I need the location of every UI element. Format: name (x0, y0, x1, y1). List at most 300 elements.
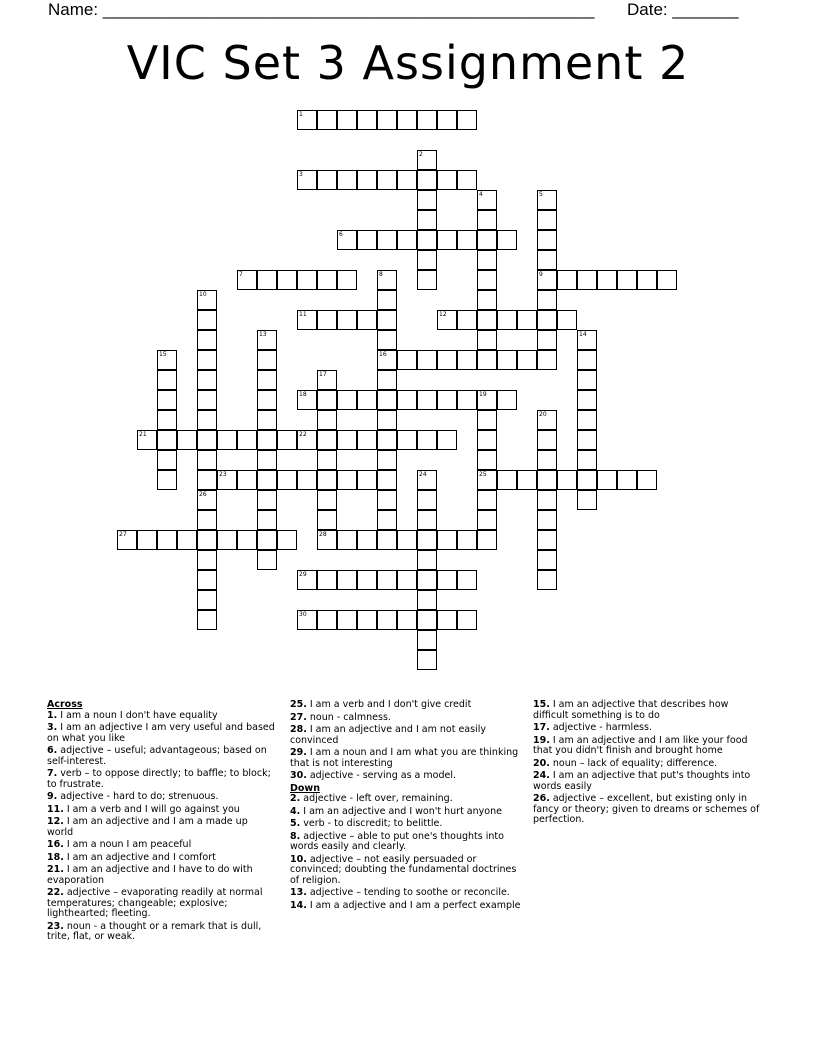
down-clue (533, 759, 765, 770)
grid-cell[interactable] (257, 390, 277, 410)
grid-cell[interactable] (477, 430, 497, 450)
across-clue (290, 748, 522, 769)
grid-cell[interactable] (417, 270, 437, 290)
clue-number: 2. (290, 793, 301, 804)
grid-cell[interactable] (437, 430, 457, 450)
grid-cell[interactable] (437, 610, 457, 630)
grid-cell[interactable] (477, 290, 497, 310)
clue-number: 12. (47, 816, 64, 827)
grid-cell[interactable] (457, 530, 477, 550)
grid-cell[interactable] (157, 470, 177, 490)
grid-cell[interactable] (457, 110, 477, 130)
grid-cell[interactable] (417, 630, 437, 650)
grid-cell[interactable] (637, 270, 657, 290)
grid-cell[interactable] (457, 310, 477, 330)
down-clue (533, 700, 765, 721)
grid-cell[interactable] (537, 450, 557, 470)
grid-cell[interactable] (437, 530, 457, 550)
grid-cell[interactable] (197, 290, 217, 310)
grid-cell[interactable] (417, 590, 437, 610)
grid-cell[interactable] (457, 350, 477, 370)
grid-cell[interactable] (397, 170, 417, 190)
grid-cell[interactable] (537, 490, 557, 510)
clue-number: 6. (47, 745, 58, 756)
grid-cell[interactable] (197, 370, 217, 390)
clue-number: 1. (47, 709, 58, 721)
grid-cell[interactable] (157, 430, 177, 450)
grid-cell[interactable] (277, 270, 297, 290)
grid-cell[interactable] (377, 170, 397, 190)
grid-cell[interactable] (497, 230, 517, 250)
grid-cell[interactable] (437, 570, 457, 590)
grid-cell[interactable] (197, 530, 217, 550)
grid-cell[interactable] (437, 350, 457, 370)
grid-cell[interactable] (417, 490, 437, 510)
across-clue (290, 713, 522, 724)
clue-number: 10 (199, 291, 207, 298)
clue-text: adjective - serving as a model. (306, 770, 456, 781)
grid-cell[interactable] (377, 450, 397, 470)
across-clue (47, 805, 275, 816)
clue-number: 24. (533, 770, 550, 781)
grid-cell[interactable] (377, 570, 397, 590)
grid-cell[interactable] (297, 430, 317, 450)
clue-text: I am an adjective and I am a made up world (47, 816, 248, 838)
grid-cell[interactable] (237, 530, 257, 550)
grid-cell[interactable] (317, 270, 337, 290)
grid-cell[interactable] (537, 310, 557, 330)
grid-cell[interactable] (377, 290, 397, 310)
clue-text: I am a verb and I will go against you (63, 803, 240, 815)
down-clue (533, 736, 765, 757)
grid-cell[interactable] (297, 110, 317, 130)
grid-cell[interactable] (297, 470, 317, 490)
grid-cell[interactable] (377, 490, 397, 510)
grid-cell[interactable] (417, 390, 437, 410)
grid-cell[interactable] (397, 230, 417, 250)
clue-number: 28. (290, 724, 307, 735)
grid-cell[interactable] (577, 490, 597, 510)
grid-cell[interactable] (537, 270, 557, 290)
grid-cell[interactable] (517, 350, 537, 370)
grid-cell[interactable] (157, 390, 177, 410)
grid-cell[interactable] (337, 270, 357, 290)
grid-cell[interactable] (537, 330, 557, 350)
clue-number: 4 (479, 191, 483, 198)
grid-cell[interactable] (377, 390, 397, 410)
clue-number: 3. (47, 722, 58, 733)
grid-cell[interactable] (477, 190, 497, 210)
grid-cell[interactable] (317, 490, 337, 510)
grid-cell[interactable] (257, 470, 277, 490)
grid-cell[interactable] (417, 230, 437, 250)
down-clue (290, 832, 522, 853)
clue-number: 13. (290, 887, 307, 898)
grid-cell[interactable] (417, 510, 437, 530)
clue-number: 2 (419, 151, 423, 158)
grid-cell[interactable] (197, 330, 217, 350)
grid-cell[interactable] (337, 470, 357, 490)
clue-text: I am an adjective and I have to do with evaporation (47, 864, 253, 886)
grid-cell[interactable] (477, 230, 497, 250)
grid-cell[interactable] (337, 570, 357, 590)
grid-cell[interactable] (157, 450, 177, 470)
name-field[interactable]: Name: ____________________________________________________ (48, 0, 595, 19)
down-clue (533, 794, 765, 826)
grid-cell[interactable] (357, 570, 377, 590)
grid-cell[interactable] (617, 270, 637, 290)
grid-cell[interactable] (597, 470, 617, 490)
grid-cell[interactable] (337, 530, 357, 550)
grid-cell[interactable] (417, 190, 437, 210)
grid-cell[interactable] (417, 110, 437, 130)
grid-cell[interactable] (177, 530, 197, 550)
grid-cell[interactable] (117, 530, 137, 550)
grid-cell[interactable] (397, 350, 417, 370)
grid-cell[interactable] (257, 510, 277, 530)
grid-cell[interactable] (537, 530, 557, 550)
grid-cell[interactable] (417, 170, 437, 190)
date-field[interactable]: Date: _______ (627, 0, 739, 19)
grid-cell[interactable] (217, 430, 237, 450)
grid-cell[interactable] (577, 350, 597, 370)
grid-cell[interactable] (197, 590, 217, 610)
grid-cell[interactable] (357, 110, 377, 130)
grid-cell[interactable] (277, 430, 297, 450)
grid-cell[interactable] (377, 470, 397, 490)
grid-cell[interactable] (257, 410, 277, 430)
grid-cell[interactable] (337, 310, 357, 330)
clue-text: adjective - harmless. (549, 722, 652, 733)
grid-cell[interactable] (297, 270, 317, 290)
grid-cell[interactable] (577, 390, 597, 410)
across-clue (47, 711, 275, 722)
grid-cell[interactable] (557, 270, 577, 290)
grid-cell[interactable] (437, 170, 457, 190)
grid-cell[interactable] (457, 390, 477, 410)
grid-cell[interactable] (437, 390, 457, 410)
grid-cell[interactable] (257, 490, 277, 510)
clue-number: 11. (47, 803, 64, 815)
clue-number: 27 (119, 531, 127, 538)
grid-cell[interactable] (417, 650, 437, 670)
grid-cell[interactable] (537, 290, 557, 310)
grid-cell[interactable] (157, 410, 177, 430)
grid-cell[interactable] (237, 270, 257, 290)
grid-cell[interactable] (317, 430, 337, 450)
grid-cell[interactable] (477, 410, 497, 430)
grid-cell[interactable] (477, 530, 497, 550)
grid-cell[interactable] (537, 250, 557, 270)
grid-cell[interactable] (377, 430, 397, 450)
down-clue (290, 888, 522, 899)
clue-number: 12 (439, 311, 447, 318)
grid-cell[interactable] (257, 370, 277, 390)
clue-number: 8. (290, 830, 301, 842)
grid-cell[interactable] (197, 470, 217, 490)
grid-cell[interactable] (257, 330, 277, 350)
grid-cell[interactable] (537, 350, 557, 370)
grid-cell[interactable] (477, 250, 497, 270)
grid-cell[interactable] (397, 610, 417, 630)
grid-cell[interactable] (197, 610, 217, 630)
grid-cell[interactable] (257, 530, 277, 550)
clue-number: 1 (299, 111, 303, 118)
grid-cell[interactable] (377, 530, 397, 550)
grid-cell[interactable] (537, 550, 557, 570)
grid-cell[interactable] (417, 250, 437, 270)
grid-cell[interactable] (657, 270, 677, 290)
grid-cell[interactable] (317, 310, 337, 330)
clue-number: 26 (199, 491, 207, 498)
clue-text: adjective – tending to soothe or reconcile. (306, 887, 510, 898)
clue-text: verb - to discredit; to belittle. (300, 818, 443, 829)
grid-cell[interactable] (217, 470, 237, 490)
across-heading: Across (47, 699, 83, 710)
grid-cell[interactable] (277, 470, 297, 490)
down-heading: Down (290, 782, 320, 794)
clue-number: 7. (47, 768, 58, 779)
grid-cell[interactable] (217, 530, 237, 550)
grid-cell[interactable] (337, 610, 357, 630)
grid-cell[interactable] (577, 430, 597, 450)
grid-cell[interactable] (357, 470, 377, 490)
grid-cell[interactable] (357, 430, 377, 450)
grid-cell[interactable] (497, 470, 517, 490)
grid-cell[interactable] (577, 330, 597, 350)
grid-cell[interactable] (297, 610, 317, 630)
grid-cell[interactable] (577, 410, 597, 430)
grid-cell[interactable] (317, 110, 337, 130)
grid-cell[interactable] (597, 270, 617, 290)
grid-cell[interactable] (577, 370, 597, 390)
grid-cell[interactable] (497, 390, 517, 410)
grid-cell[interactable] (337, 390, 357, 410)
clue-number: 6 (339, 231, 343, 238)
grid-cell[interactable] (317, 610, 337, 630)
clue-number: 22 (299, 431, 307, 438)
grid-cell[interactable] (457, 170, 477, 190)
grid-cell[interactable] (197, 450, 217, 470)
grid-cell[interactable] (377, 410, 397, 430)
clue-number: 9 (539, 271, 543, 278)
grid-cell[interactable] (577, 450, 597, 470)
clue-number: 15. (533, 699, 550, 710)
grid-cell[interactable] (377, 610, 397, 630)
clue-number: 16 (379, 351, 387, 358)
grid-cell[interactable] (137, 530, 157, 550)
grid-cell[interactable] (577, 270, 597, 290)
across-clue (47, 723, 275, 744)
grid-cell[interactable] (397, 570, 417, 590)
grid-cell[interactable] (377, 350, 397, 370)
clue-text: adjective – useful; advantageous; based on self-interest. (47, 745, 267, 767)
clue-text: I am an adjective and I won't hurt anyone (300, 805, 502, 817)
grid-cell[interactable] (197, 410, 217, 430)
grid-cell[interactable] (337, 170, 357, 190)
grid-cell[interactable] (477, 350, 497, 370)
clue-text: I am an adjective that put's thoughts into words easily (533, 770, 751, 792)
grid-cell[interactable] (537, 230, 557, 250)
grid-cell[interactable] (257, 350, 277, 370)
grid-cell[interactable] (537, 510, 557, 530)
grid-cell[interactable] (197, 350, 217, 370)
grid-cell[interactable] (377, 310, 397, 330)
across-clue (47, 769, 275, 790)
grid-cell[interactable] (257, 270, 277, 290)
grid-cell[interactable] (317, 530, 337, 550)
grid-cell[interactable] (537, 430, 557, 450)
clue-number: 9. (47, 791, 58, 802)
grid-cell[interactable] (517, 310, 537, 330)
grid-cell[interactable] (197, 490, 217, 510)
grid-cell[interactable] (157, 370, 177, 390)
grid-cell[interactable] (317, 570, 337, 590)
clue-number: 19. (533, 734, 550, 746)
grid-cell[interactable] (497, 310, 517, 330)
grid-cell[interactable] (297, 310, 317, 330)
clue-number: 29 (299, 571, 307, 578)
clue-number: 13 (259, 331, 267, 338)
grid-cell[interactable] (317, 410, 337, 430)
grid-cell[interactable] (437, 110, 457, 130)
grid-cell[interactable] (477, 470, 497, 490)
grid-cell[interactable] (257, 450, 277, 470)
grid-cell[interactable] (297, 390, 317, 410)
clue-number: 16. (47, 839, 64, 850)
grid-cell[interactable] (457, 570, 477, 590)
grid-cell[interactable] (317, 170, 337, 190)
grid-cell[interactable] (357, 610, 377, 630)
grid-cell[interactable] (357, 390, 377, 410)
clue-number: 14. (290, 899, 307, 911)
grid-cell[interactable] (457, 610, 477, 630)
grid-cell[interactable] (437, 310, 457, 330)
grid-cell[interactable] (197, 390, 217, 410)
grid-cell[interactable] (257, 550, 277, 570)
grid-cell[interactable] (417, 150, 437, 170)
grid-cell[interactable] (377, 370, 397, 390)
grid-cell[interactable] (177, 430, 197, 450)
clue-number: 5. (290, 818, 301, 829)
clue-text: noun - a thought or a remark that is dull, trite, flat, or weak. (47, 920, 262, 942)
grid-cell[interactable] (297, 170, 317, 190)
grid-cell[interactable] (537, 190, 557, 210)
grid-cell[interactable] (437, 230, 457, 250)
grid-cell[interactable] (477, 310, 497, 330)
grid-cell[interactable] (337, 430, 357, 450)
grid-cell[interactable] (557, 310, 577, 330)
clue-number: 15 (159, 351, 167, 358)
grid-cell[interactable] (477, 330, 497, 350)
grid-cell[interactable] (197, 510, 217, 530)
grid-cell[interactable] (417, 210, 437, 230)
grid-cell[interactable] (237, 430, 257, 450)
clue-text: I am an adjective I am very useful and based on what you like (47, 722, 275, 744)
grid-cell[interactable] (157, 350, 177, 370)
grid-cell[interactable] (197, 310, 217, 330)
grid-cell[interactable] (417, 550, 437, 570)
grid-cell[interactable] (477, 450, 497, 470)
clue-number: 19 (479, 391, 487, 398)
grid-cell[interactable] (197, 430, 217, 450)
grid-cell[interactable] (417, 610, 437, 630)
grid-cell[interactable] (537, 570, 557, 590)
clue-number: 3 (299, 171, 303, 178)
grid-cell[interactable] (617, 470, 637, 490)
grid-cell[interactable] (257, 430, 277, 450)
grid-cell[interactable] (377, 330, 397, 350)
grid-cell[interactable] (557, 470, 577, 490)
grid-cell[interactable] (337, 230, 357, 250)
grid-cell[interactable] (357, 230, 377, 250)
grid-cell[interactable] (157, 530, 177, 550)
grid-cell[interactable] (377, 510, 397, 530)
clue-text: I am an adjective and I am like your food that you didn't finish and brought home (533, 734, 748, 756)
grid-cell[interactable] (197, 570, 217, 590)
grid-cell[interactable] (197, 550, 217, 570)
grid-cell[interactable] (477, 270, 497, 290)
grid-cell[interactable] (357, 170, 377, 190)
clue-number: 30 (299, 611, 307, 618)
grid-cell[interactable] (637, 470, 657, 490)
clue-number: 7 (239, 271, 243, 278)
clue-number: 5 (539, 191, 543, 198)
grid-cell[interactable] (577, 470, 597, 490)
grid-cell[interactable] (477, 490, 497, 510)
grid-cell[interactable] (497, 350, 517, 370)
grid-cell[interactable] (477, 210, 497, 230)
grid-cell[interactable] (537, 470, 557, 490)
grid-cell[interactable] (477, 510, 497, 530)
grid-cell[interactable] (537, 410, 557, 430)
grid-cell[interactable] (317, 470, 337, 490)
clue-text: I am a verb and I don't give credit (306, 699, 472, 710)
grid-cell[interactable] (317, 450, 337, 470)
grid-cell[interactable] (397, 430, 417, 450)
clue-text: adjective – able to put one's thoughts into words easily and clearly. (290, 830, 504, 852)
grid-cell[interactable] (397, 530, 417, 550)
grid-cell[interactable] (277, 530, 297, 550)
grid-cell[interactable] (397, 390, 417, 410)
grid-cell[interactable] (377, 270, 397, 290)
grid-cell[interactable] (457, 230, 477, 250)
grid-cell[interactable] (357, 530, 377, 550)
grid-cell[interactable] (397, 110, 417, 130)
grid-cell[interactable] (377, 230, 397, 250)
grid-cell[interactable] (137, 430, 157, 450)
down-clue (290, 901, 522, 912)
clue-text: adjective - hard to do; strenuous. (57, 791, 219, 802)
grid-cell[interactable] (417, 430, 437, 450)
grid-cell[interactable] (377, 110, 397, 130)
grid-cell[interactable] (517, 470, 537, 490)
grid-cell[interactable] (237, 470, 257, 490)
grid-cell[interactable] (417, 470, 437, 490)
grid-cell[interactable] (477, 390, 497, 410)
grid-cell[interactable] (297, 570, 317, 590)
grid-cell[interactable] (417, 570, 437, 590)
clue-number: 17 (319, 371, 327, 378)
grid-cell[interactable] (337, 110, 357, 130)
grid-cell[interactable] (417, 530, 437, 550)
grid-cell[interactable] (317, 390, 337, 410)
grid-cell[interactable] (537, 210, 557, 230)
grid-cell[interactable] (317, 510, 337, 530)
grid-cell[interactable] (317, 370, 337, 390)
grid-cell[interactable] (357, 310, 377, 330)
grid-cell[interactable] (417, 350, 437, 370)
